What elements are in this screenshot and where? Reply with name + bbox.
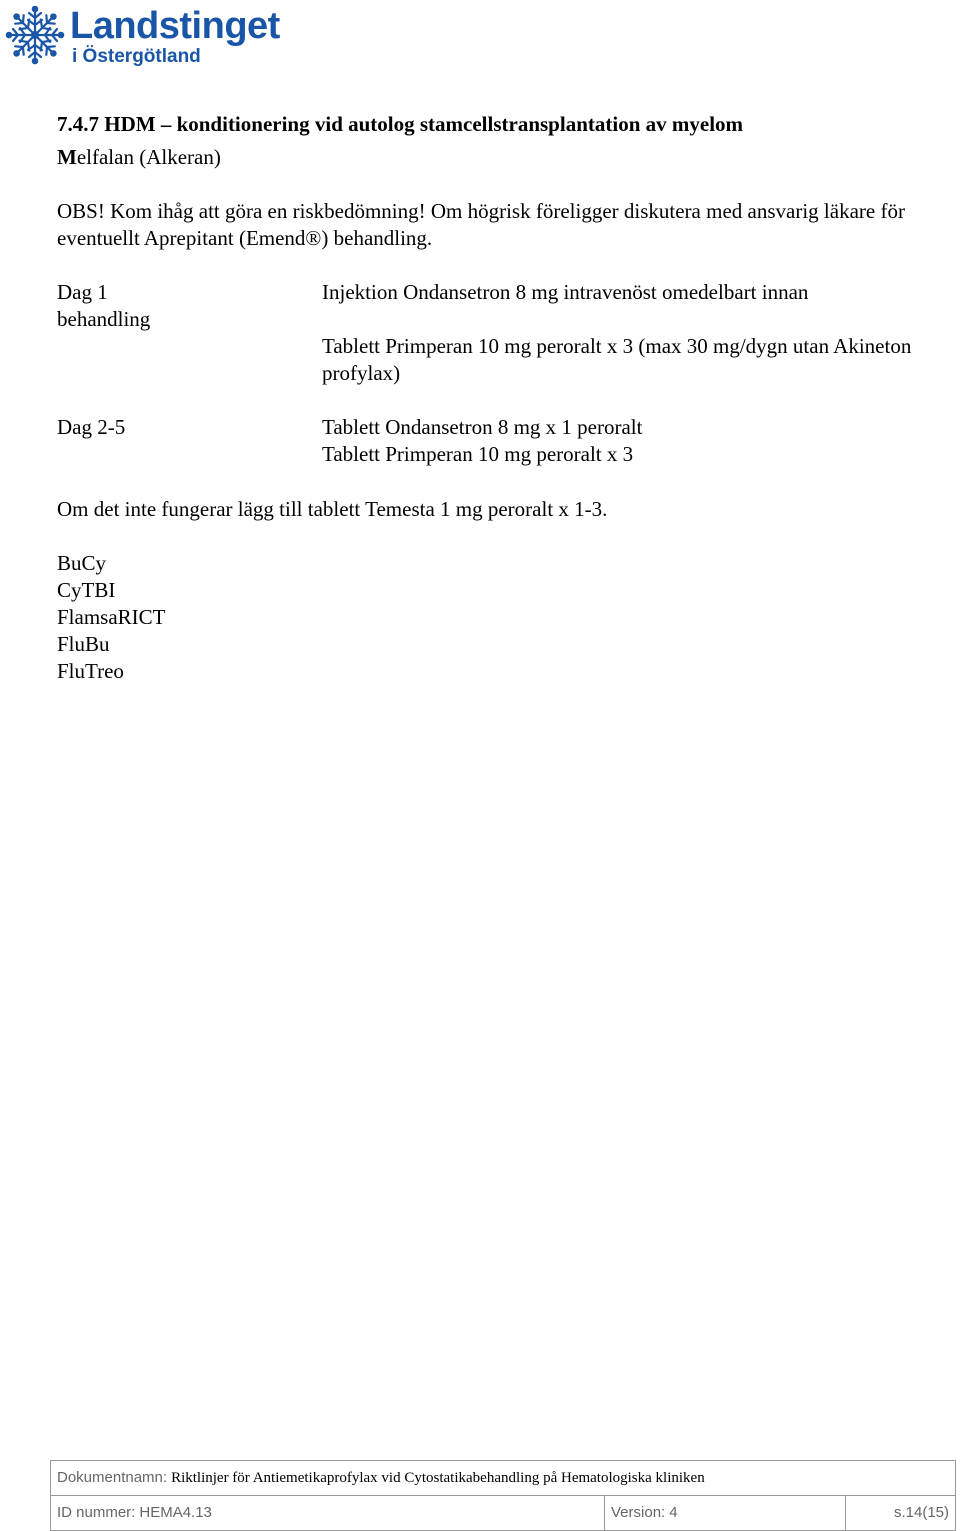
day2-5-label: Dag 2-5 — [57, 415, 126, 439]
footer-version-label: Version: — [611, 1504, 666, 1521]
section-heading: 7.4.7 HDM – konditionering vid autolog stamcellstransplantation av myelom — [57, 112, 744, 136]
footer-version-value: 4 — [669, 1504, 678, 1521]
logo-subtitle: i Östergötland — [72, 46, 201, 67]
day2-5-line1: Tablett Ondansetron 8 mg x 1 peroralt — [322, 415, 643, 439]
footer-docname-cell — [51, 1461, 956, 1496]
fallback-note: Om det inte fungerar lägg till tablett Temesta 1 mg peroralt x 1-3. — [57, 497, 608, 521]
footer-id-label: ID nummer: — [57, 1504, 136, 1521]
day1-line2: Tablett Primperan 10 mg peroralt x 3 (max 30 mg/dygn utan Akineton profylax) — [322, 334, 912, 385]
document-footer — [50, 1460, 956, 1531]
footer-docname-value: Riktlinjer för Antiemetikaprofylax vid Cytostatikabehandling på Hematologiska kliniken — [171, 1470, 705, 1486]
day1-line1: Injektion Ondansetron 8 mg intravenöst omedelbart innan — [322, 280, 809, 304]
drug-name-rest: elfalan (Alkeran) — [76, 145, 221, 169]
footer-version-cell — [605, 1496, 846, 1531]
footer-id-cell — [51, 1496, 605, 1531]
snowflake-logo-icon — [4, 4, 66, 66]
drug-subheading — [57, 144, 221, 170]
day1-label: Dag 1 behandling — [57, 280, 151, 331]
drug-initial: M — [57, 145, 77, 169]
regimen-list — [57, 550, 166, 685]
footer-page-cell — [846, 1496, 956, 1531]
list-item: FluTreo — [57, 659, 124, 683]
list-item: FlamsaRICT — [57, 605, 166, 629]
footer-page-number: s.14(15) — [893, 1504, 949, 1521]
risk-note: OBS! Kom ihåg att göra en riskbedömning! Om högrisk föreligger diskutera med ansvarig läkare för eventuellt Aprepitant (Emend®) behandling. — [57, 199, 905, 250]
list-item: BuCy — [57, 551, 107, 575]
list-item: FluBu — [57, 632, 110, 656]
day2-5-line2: Tablett Primperan 10 mg peroralt x 3 — [322, 442, 634, 466]
logo — [4, 4, 284, 70]
list-item: CyTBI — [57, 578, 116, 602]
logo-title: Landstinget — [70, 5, 280, 47]
footer-docname-label: Dokumentnamn: — [57, 1469, 168, 1486]
footer-id-value: HEMA4.13 — [139, 1504, 212, 1521]
